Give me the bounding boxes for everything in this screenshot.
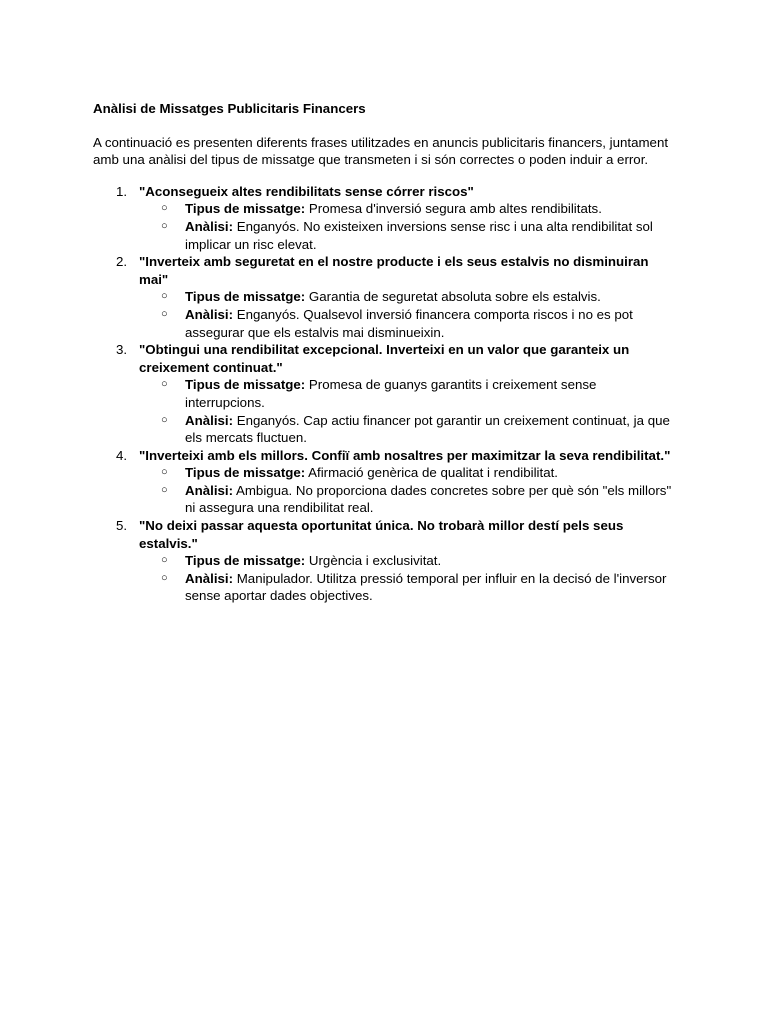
intro-paragraph: A continuació es presenten diferents frases utilitzades en anuncis publicitaris financers, juntament amb una anàlisi del tipus de missatge que transmeten i si són correctes o poden induir a error.: [93, 134, 669, 168]
list-item: [93, 447, 675, 517]
sub-item-analysis: [139, 412, 675, 447]
sub-item-analysis: [139, 306, 675, 341]
message-list: [93, 183, 675, 605]
hollow-circle-bullet-icon: ○: [161, 571, 168, 584]
type-text: Promesa d'inversió segura amb altes rendibilitats.: [305, 201, 602, 217]
hollow-circle-bullet-icon: ○: [161, 554, 168, 567]
item-number: 5.: [116, 518, 128, 534]
document-page: [93, 100, 675, 605]
item-number: 2.: [116, 254, 128, 270]
sub-item-type: [139, 464, 675, 482]
analysis-text: Manipulador. Utilitza pressió temporal per influir en la decisó de l'inversor sense aportar dades objectives.: [185, 570, 667, 604]
analysis-label: Anàlisi:: [185, 570, 234, 586]
hollow-circle-bullet-icon: ○: [161, 290, 168, 303]
hollow-circle-bullet-icon: ○: [161, 413, 168, 426]
ad-quote: "Aconsegueix altes rendibilitats sense córrer riscos": [139, 183, 474, 199]
sub-list: [139, 552, 675, 605]
type-text: Garantia de seguretat absoluta sobre els estalvis.: [305, 289, 601, 305]
hollow-circle-bullet-icon: ○: [161, 378, 168, 391]
type-label: Tipus de missatge:: [185, 553, 306, 569]
document-title: Anàlisi de Missatges Publicitaris Financers: [93, 101, 366, 116]
hollow-circle-bullet-icon: ○: [161, 202, 168, 215]
hollow-circle-bullet-icon: ○: [161, 483, 168, 496]
type-text: Afirmació genèrica de qualitat i rendibilitat.: [305, 465, 558, 481]
analysis-text: Enganyós. Qualsevol inversió financera comporta riscos i no es pot assegurar que els estalvis mai disminueixin.: [185, 306, 633, 340]
type-text: Urgència i exclusivitat.: [305, 553, 442, 569]
sub-list: [139, 376, 675, 446]
sub-item-analysis: [139, 570, 675, 605]
item-number: 1.: [116, 183, 128, 199]
analysis-label: Anàlisi:: [185, 412, 234, 428]
type-label: Tipus de missatge:: [185, 289, 306, 305]
sub-item-analysis: [139, 482, 675, 517]
type-label: Tipus de missatge:: [185, 465, 306, 481]
list-item: [93, 341, 675, 447]
type-label: Tipus de missatge:: [185, 377, 306, 393]
analysis-text: Ambigua. No proporciona dades concretes sobre per què són "els millors" ni assegura una rendibilitat real.: [185, 482, 672, 516]
item-number: 4.: [116, 447, 128, 463]
sub-item-type: [139, 552, 675, 570]
sub-item-type: [139, 288, 675, 306]
ad-quote: "Obtingui una rendibilitat excepcional. Inverteixi en un valor que garanteix un creixement continuat.": [139, 342, 630, 375]
analysis-text: Enganyós. No existeixen inversions sense risc i una alta rendibilitat sol implicar un risc elevat.: [185, 218, 653, 252]
sub-list: [139, 464, 675, 517]
analysis-text: Enganyós. Cap actiu financer pot garantir un creixement continuat, ja que els mercats fluctuen.: [185, 412, 670, 446]
list-item: [93, 183, 675, 253]
hollow-circle-bullet-icon: ○: [161, 466, 168, 479]
sub-list: [139, 288, 675, 341]
sub-list: [139, 200, 675, 253]
ad-quote: "Inverteix amb seguretat en el nostre producte i els seus estalvis no disminuiran mai": [139, 254, 649, 287]
analysis-label: Anàlisi:: [185, 306, 234, 322]
sub-item-analysis: [139, 218, 675, 253]
ad-quote: "No deixi passar aquesta oportunitat única. No trobarà millor destí pels seus estalvis.": [139, 518, 624, 551]
sub-item-type: [139, 376, 675, 411]
list-item: [93, 253, 675, 341]
sub-item-type: [139, 200, 675, 218]
hollow-circle-bullet-icon: ○: [161, 219, 168, 232]
hollow-circle-bullet-icon: ○: [161, 307, 168, 320]
type-label: Tipus de missatge:: [185, 201, 306, 217]
item-number: 3.: [116, 342, 128, 358]
type-text: Promesa de guanys garantits i creixement sense interrupcions.: [185, 377, 597, 410]
list-item: [93, 517, 675, 605]
ad-quote: "Inverteixi amb els millors. Confiï amb nosaltres per maximitzar la seva rendibilitat.": [139, 447, 671, 463]
analysis-label: Anàlisi:: [185, 218, 234, 234]
analysis-label: Anàlisi:: [185, 482, 234, 498]
